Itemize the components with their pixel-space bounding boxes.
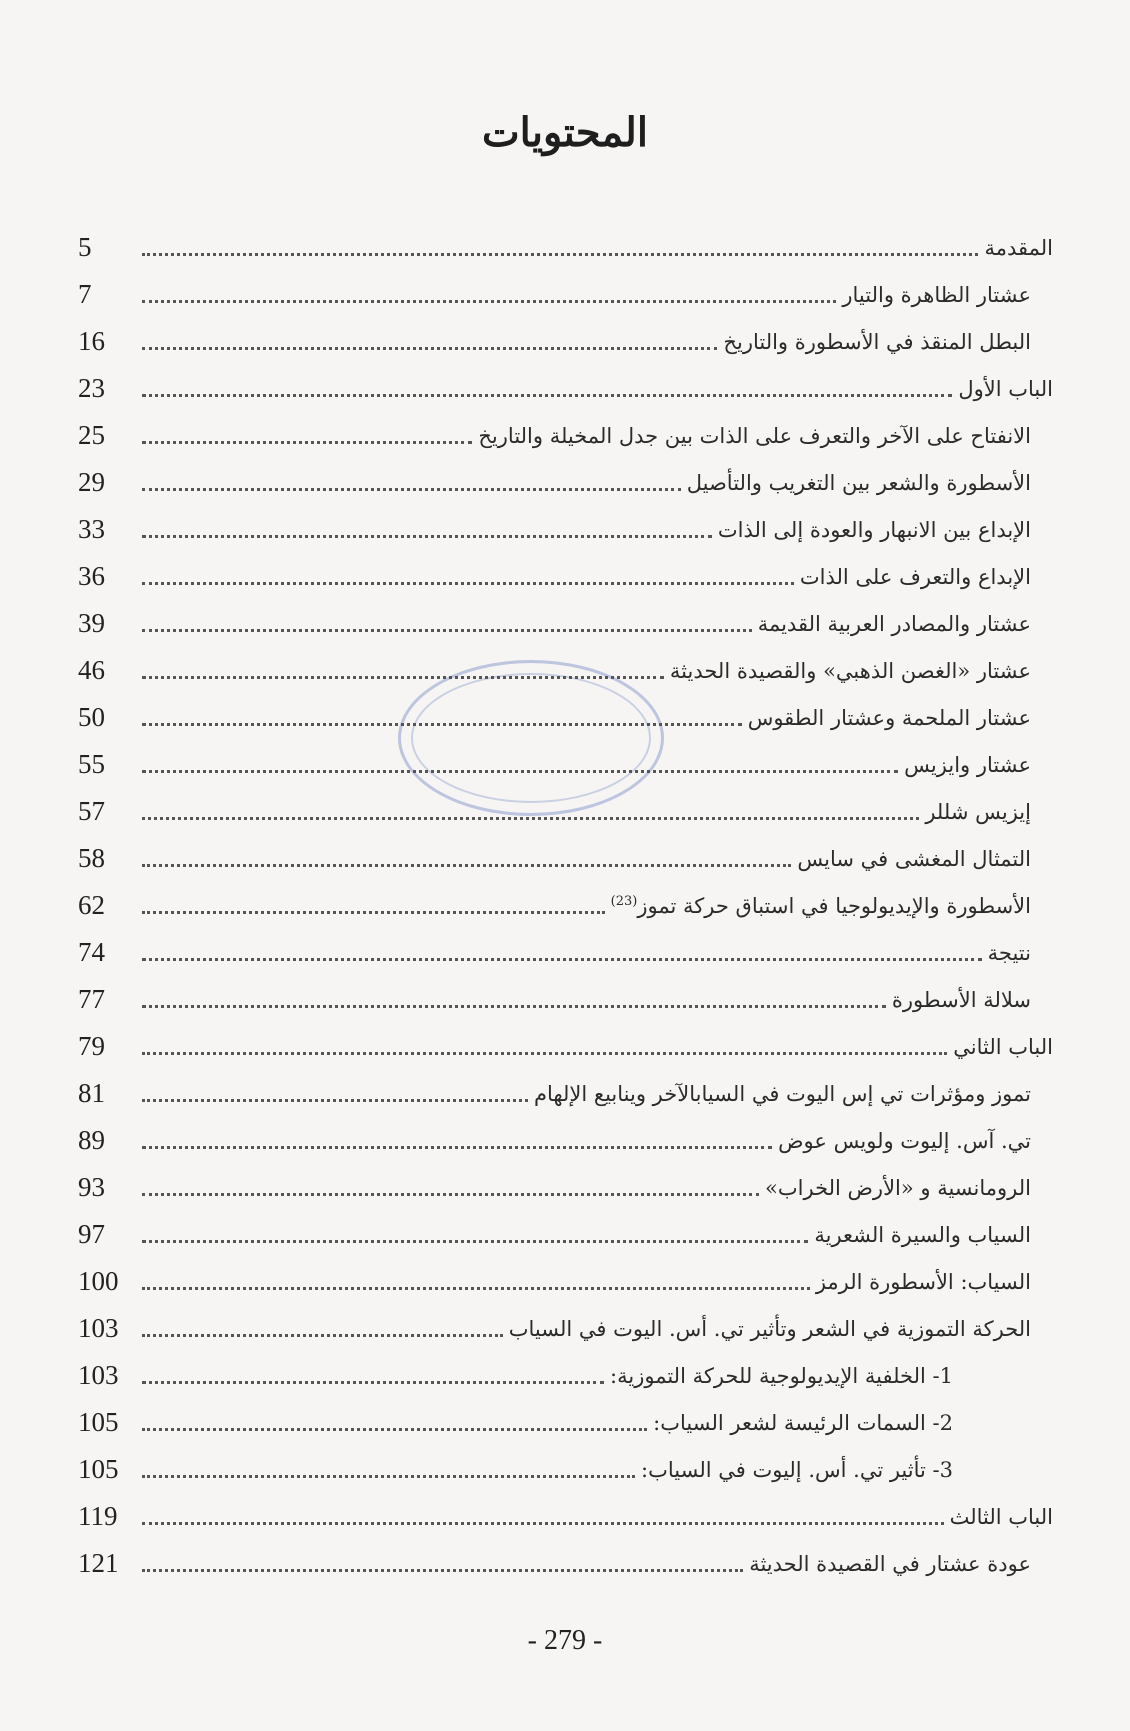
toc-entry-text: الإبداع والتعرف على الذات [799, 565, 1031, 589]
toc-page-number: 58 [78, 843, 105, 873]
dot-leader [142, 911, 605, 914]
toc-entry-title [842, 285, 1031, 308]
dot-leader [142, 1287, 810, 1290]
footnote-marker: (23) [610, 894, 638, 909]
toc-entry-title [904, 755, 1031, 778]
toc-entry-text: الأسطورة والشعر بين التغريب والتأصيل [686, 471, 1031, 495]
toc-entry-title [509, 1319, 1031, 1342]
toc-page-number: 25 [78, 420, 105, 450]
toc-entry [78, 872, 1053, 919]
toc-entry-title [687, 473, 1031, 496]
toc-entry [78, 1154, 1053, 1201]
dot-leader [142, 723, 742, 726]
dot-leader [142, 253, 978, 256]
toc-entry-title [748, 708, 1031, 731]
toc-entry [78, 825, 1053, 872]
toc-entry-title [749, 1554, 1031, 1577]
dot-leader [142, 394, 952, 397]
toc-page-number: 16 [78, 326, 105, 356]
toc-entry [78, 731, 1053, 778]
toc-entry-text: الرومانسية و «الأرض الخراب» [765, 1176, 1031, 1200]
toc-entry [78, 1201, 1053, 1248]
toc-entry-text: عشتار الملحمة وعشتار الطقوس [747, 706, 1031, 730]
toc-entry [78, 496, 1053, 543]
toc-entry-text: عشتار والمصادر العربية القديمة [757, 612, 1031, 636]
toc-entry [78, 1342, 1053, 1389]
dot-leader [142, 629, 752, 632]
toc-entry-title [953, 1037, 1053, 1060]
toc-entry [78, 919, 1053, 966]
toc-entry [78, 966, 1053, 1013]
dot-leader [142, 1522, 944, 1525]
toc-page-number: 93 [78, 1172, 105, 1202]
toc-entry-text: عشتار الظاهرة والتيار [842, 283, 1031, 307]
toc-entry [78, 637, 1053, 684]
toc-page-number: 5 [78, 232, 92, 262]
toc-entry-text: الحركة التموزية في الشعر وتأثير تي. أس. اليوت في السياب [508, 1317, 1031, 1341]
toc-entry-title [610, 1366, 953, 1389]
toc-entry-title [814, 1225, 1031, 1248]
toc-entry-text: عشتار «الغصن الذهبي» والقصيدة الحديثة [669, 659, 1031, 683]
toc-entry-text: تي. آس. إليوت ولويس عوض [778, 1129, 1031, 1153]
toc-entry-title [778, 1131, 1031, 1154]
toc-entry-text: إيزيس شللر [925, 800, 1031, 824]
toc-page-number: 100 [78, 1266, 119, 1296]
toc-entry-text: الباب الأول [958, 377, 1053, 401]
toc-page-number: 105 [78, 1454, 119, 1484]
dot-leader [142, 488, 681, 491]
dot-leader [142, 347, 717, 350]
toc-entry-text: الباب الثاني [953, 1035, 1053, 1059]
dot-leader [142, 535, 712, 538]
dot-leader [142, 1569, 743, 1572]
dot-leader [142, 817, 919, 820]
toc-entry-title [765, 1178, 1031, 1201]
toc-page-number: 57 [78, 796, 105, 826]
toc-entry-title [950, 1507, 1053, 1530]
toc-entry-title [988, 943, 1031, 966]
toc-entry-text: سلالة الأسطورة [891, 988, 1031, 1012]
toc-entry [78, 261, 1053, 308]
dot-leader [142, 864, 791, 867]
dot-leader [142, 1428, 647, 1431]
toc-entry-text: الإبداع بين الانبهار والعودة إلى الذات [717, 518, 1031, 542]
toc-entry [78, 1060, 1053, 1107]
toc-entry [78, 1248, 1053, 1295]
toc-entry-text: 3- تأثير تي. أس. إليوت في السياب: [641, 1458, 953, 1482]
toc-entry [78, 1295, 1053, 1342]
dot-leader [142, 770, 898, 773]
toc-entry-title [478, 426, 1031, 449]
toc-entry [78, 1107, 1053, 1154]
toc-entry-title [958, 379, 1053, 402]
toc-entry [78, 1389, 1053, 1436]
toc-entry [78, 684, 1053, 731]
dot-leader [142, 1193, 759, 1196]
toc-page-number: 62 [78, 890, 105, 920]
toc-entry-text: الانفتاح على الآخر والتعرف على الذات بين جدل المخيلة والتاريخ [478, 424, 1031, 448]
toc-page-number: 29 [78, 467, 105, 497]
toc-entry-title [800, 567, 1031, 590]
toc-entry [78, 402, 1053, 449]
toc-entry-text: الباب الثالث [949, 1505, 1053, 1529]
toc-entry-text: تموز ومؤثرات تي إس اليوت في السيابالآخر وينابيع الإلهام [533, 1082, 1031, 1106]
dot-leader [142, 958, 982, 961]
toc-entry-title [718, 520, 1031, 543]
toc-page-number: 103 [78, 1313, 119, 1343]
toc-entry [78, 449, 1053, 496]
toc-entry [78, 1436, 1053, 1483]
toc-entry-title [892, 990, 1031, 1013]
page-title: المحتويات [482, 108, 648, 156]
dot-leader [142, 441, 472, 444]
toc-page-number: 97 [78, 1219, 105, 1249]
table-of-contents [78, 214, 1053, 1577]
toc-page-number: 36 [78, 561, 105, 591]
toc-page-number: 79 [78, 1031, 105, 1061]
toc-entry-title [670, 661, 1031, 684]
toc-entry [78, 590, 1053, 637]
dot-leader [142, 1052, 947, 1055]
toc-page-number: 23 [78, 373, 105, 403]
toc-page-number: 50 [78, 702, 105, 732]
toc-entry-title [641, 1460, 953, 1483]
toc-entry-text: عودة عشتار في القصيدة الحديثة [749, 1552, 1031, 1576]
dot-leader [142, 1099, 528, 1102]
dot-leader [142, 1334, 503, 1337]
toc-entry [78, 1013, 1053, 1060]
toc-page-number: 119 [78, 1501, 118, 1531]
dot-leader [142, 1240, 808, 1243]
toc-page-number: 33 [78, 514, 105, 544]
toc-page-number: 46 [78, 655, 105, 685]
toc-page-number: 7 [78, 279, 92, 309]
toc-entry-title [797, 849, 1031, 872]
toc-entry-title [653, 1413, 953, 1436]
dot-leader [142, 676, 664, 679]
toc-entry-title [723, 332, 1031, 355]
toc-page-number: 77 [78, 984, 105, 1014]
toc-entry-text: البطل المنقذ في الأسطورة والتاريخ [723, 330, 1031, 354]
toc-entry [78, 1530, 1053, 1577]
toc-page-number: 89 [78, 1125, 105, 1155]
toc-entry [78, 308, 1053, 355]
toc-entry-text: نتيجة [987, 941, 1031, 965]
toc-entry-text: المقدمة [984, 236, 1053, 260]
toc-entry-text: السياب والسيرة الشعرية [814, 1223, 1031, 1247]
toc-entry-title [816, 1272, 1031, 1295]
toc-page-number: 55 [78, 749, 105, 779]
toc-entry-title [925, 802, 1031, 825]
toc-page-number: 74 [78, 937, 105, 967]
toc-entry [78, 778, 1053, 825]
toc-page-number: 105 [78, 1407, 119, 1437]
dot-leader [142, 582, 794, 585]
toc-page-number: 81 [78, 1078, 105, 1108]
dot-leader [142, 1475, 635, 1478]
toc-entry-text: 1- الخلفية الإيديولوجية للحركة التموزية: [610, 1364, 953, 1388]
toc-page-number: 103 [78, 1360, 119, 1390]
toc-entry [78, 543, 1053, 590]
toc-entry-title [984, 238, 1053, 261]
toc-entry [78, 214, 1053, 261]
page-number: - 279 - [527, 1625, 603, 1656]
toc-entry-text: عشتار وايزيس [904, 753, 1031, 777]
toc-entry-text: الأسطورة والإيديولوجيا في استباق حركة تموز [637, 894, 1031, 918]
toc-entry-title [534, 1084, 1031, 1107]
toc-page-number: 39 [78, 608, 105, 638]
toc-entry [78, 355, 1053, 402]
toc-entry-text: 2- السمات الرئيسة لشعر السياب: [653, 1411, 953, 1435]
toc-entry [78, 1483, 1053, 1530]
dot-leader [142, 1146, 772, 1149]
dot-leader [142, 1005, 886, 1008]
toc-entry-text: التمثال المغشى في سايس [797, 847, 1031, 871]
toc-entry-text: السياب: الأسطورة الرمز [815, 1270, 1031, 1294]
dot-leader [142, 1381, 604, 1384]
toc-entry-title [611, 895, 1031, 919]
toc-page-number: 121 [78, 1548, 119, 1578]
toc-entry-title [758, 614, 1031, 637]
dot-leader [142, 300, 836, 303]
